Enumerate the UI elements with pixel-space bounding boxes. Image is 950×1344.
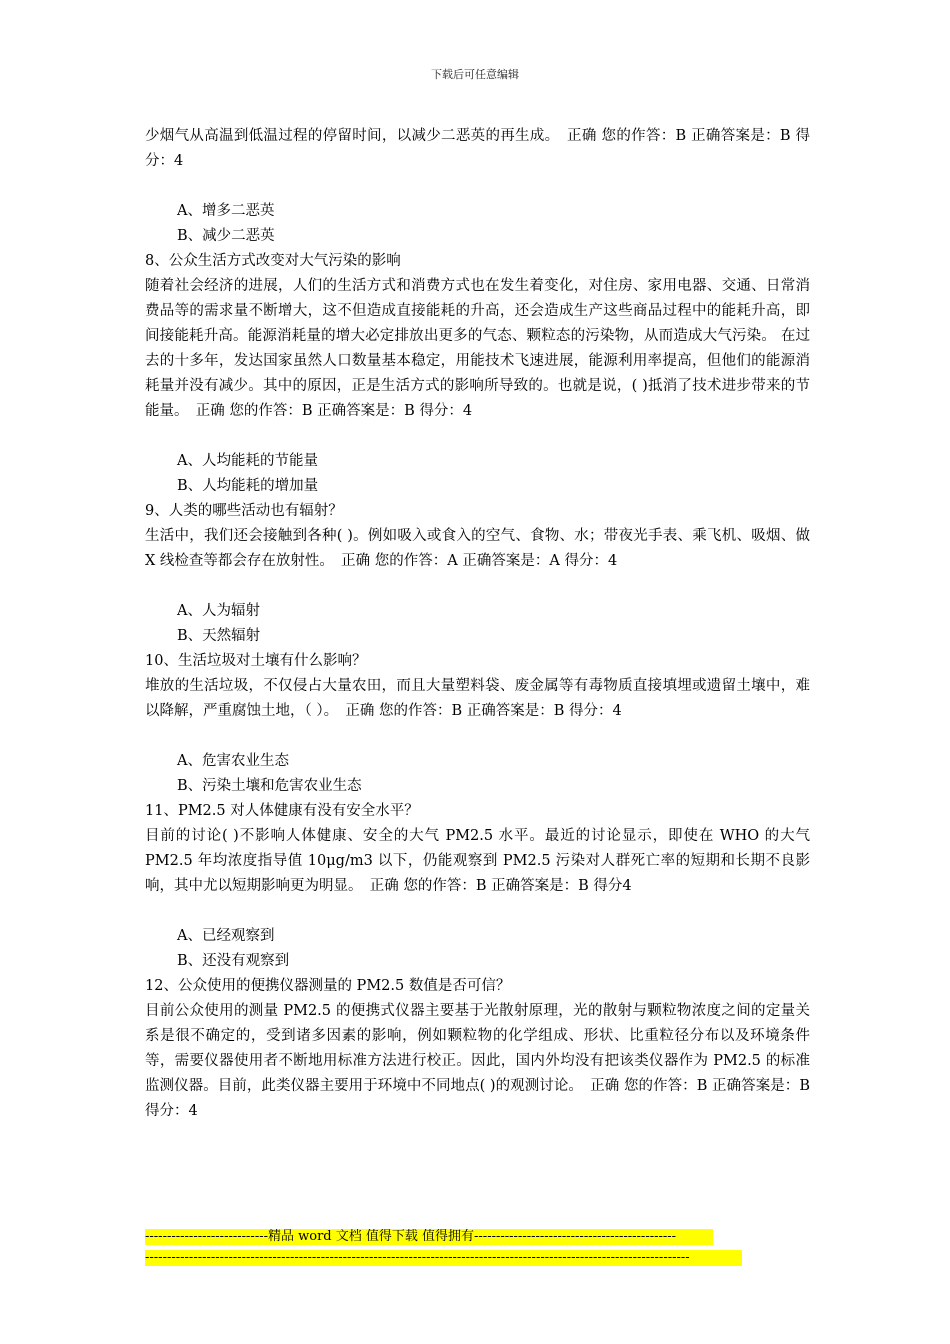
spacer	[145, 574, 810, 599]
spacer	[145, 899, 810, 924]
question-body: 目前的讨论( )不影响人体健康、安全的大气 PM2.5 水平。最近的讨论显示，即使在 WHO 的大气 PM2.5 年均浓度指导值 10μg/m3 以下，仍能观察到 PM2.5 污染对人群死亡率的短期和长期不良影响，其中尤以短期影响更为明显。 正确 您的作答：B 正确答案是：B 得分4	[145, 828, 810, 894]
spacer	[145, 724, 810, 749]
question-body: 堆放的生活垃圾，不仅侵占大量农田，而且大量塑料袋、废金属等有毒物质直接填埋或遗留土壤中，难以降解，严重腐蚀土地，（ ）。 正确 您的作答：B 正确答案是：B 得分：4	[145, 678, 810, 719]
page-header: 下载后可任意编辑	[431, 68, 519, 81]
question-body: 目前公众使用的测量 PM2.5 的便携式仪器主要基于光散射原理，光的散射与颗粒物浓度之间的定量关系是很不确定的，受到诸多因素的影响，例如颗粒物的化学组成、形状、比重粒径分布以及环境条件等，需要仪器使用者不断地用标准方法进行校正。因此，国内外均没有把该类仪器作为 PM2.5 的标准监测仪器。目前，此类仪器主要用于环境中不同地点( )的观测讨论。 正确 您的作答：B 正确答案是：B 得分：4	[145, 1003, 810, 1119]
spacer	[145, 424, 810, 449]
question-body: 生活中，我们还会接触到各种( )。例如吸入或食入的空气、食物、水；带夜光手表、乘飞机、吸烟、做 X 线检查等都会存在放射性。 正确 您的作答：A 正确答案是：A 得分：4	[145, 528, 810, 569]
option-b: B、天然辐射	[177, 628, 261, 644]
document-body	[145, 124, 810, 1124]
footer-banner: ----------------------------精品 word 文档 值得下载 值得拥有----------------------------------------------	[145, 1229, 713, 1245]
footer-rule: ----------------------------------------------------------------------------------------------------------------------------	[145, 1250, 742, 1266]
option-b: B、人均能耗的增加量	[177, 478, 319, 494]
option-a: A、增多二恶英	[177, 203, 275, 219]
question-title: 11、PM2.5 对人体健康有没有安全水平？	[145, 803, 419, 819]
question-title: 9、人类的哪些活动也有辐射？	[145, 503, 343, 519]
option-b: B、减少二恶英	[177, 228, 275, 244]
page-footer	[145, 1229, 742, 1271]
intro-paragraph: 少烟气从高温到低温过程的停留时间，以减少二恶英的再生成。 正确 您的作答：B 正确答案是：B 得分：4	[145, 128, 810, 169]
option-b: B、还没有观察到	[177, 953, 290, 969]
question-title: 12、公众使用的便携仪器测量的 PM2.5 数值是否可信？	[145, 978, 511, 994]
spacer	[145, 174, 810, 199]
question-title: 8、公众生活方式改变对大气污染的影响	[145, 253, 401, 269]
option-a: A、危害农业生态	[177, 753, 289, 769]
option-a: A、人为辐射	[177, 603, 260, 619]
option-a: A、已经观察到	[177, 928, 275, 944]
option-a: A、人均能耗的节能量	[177, 453, 318, 469]
question-body: 随着社会经济的进展，人们的生活方式和消费方式也在发生着变化，对住房、家用电器、交通、日常消费品等的需求量不断增大，这不但造成直接能耗的升高，还会造成生产这些商品过程中的能耗升高，即间接能耗升高。能源消耗量的增大必定排放出更多的气态、颗粒态的污染物，从而造成大气污染。 在过去的十多年，发达国家虽然人口数量基本稳定，用能技术飞速进展，能源利用率提高，但他们的能源消耗量并没有减少。其中的原因，正是生活方式的影响所导致的。也就是说，( )抵消了技术进步带来的节能量。 正确 您的作答：B 正确答案是：B 得分：4	[145, 278, 810, 419]
question-title: 10、生活垃圾对土壤有什么影响？	[145, 653, 367, 669]
option-b: B、污染土壤和危害农业生态	[177, 778, 362, 794]
